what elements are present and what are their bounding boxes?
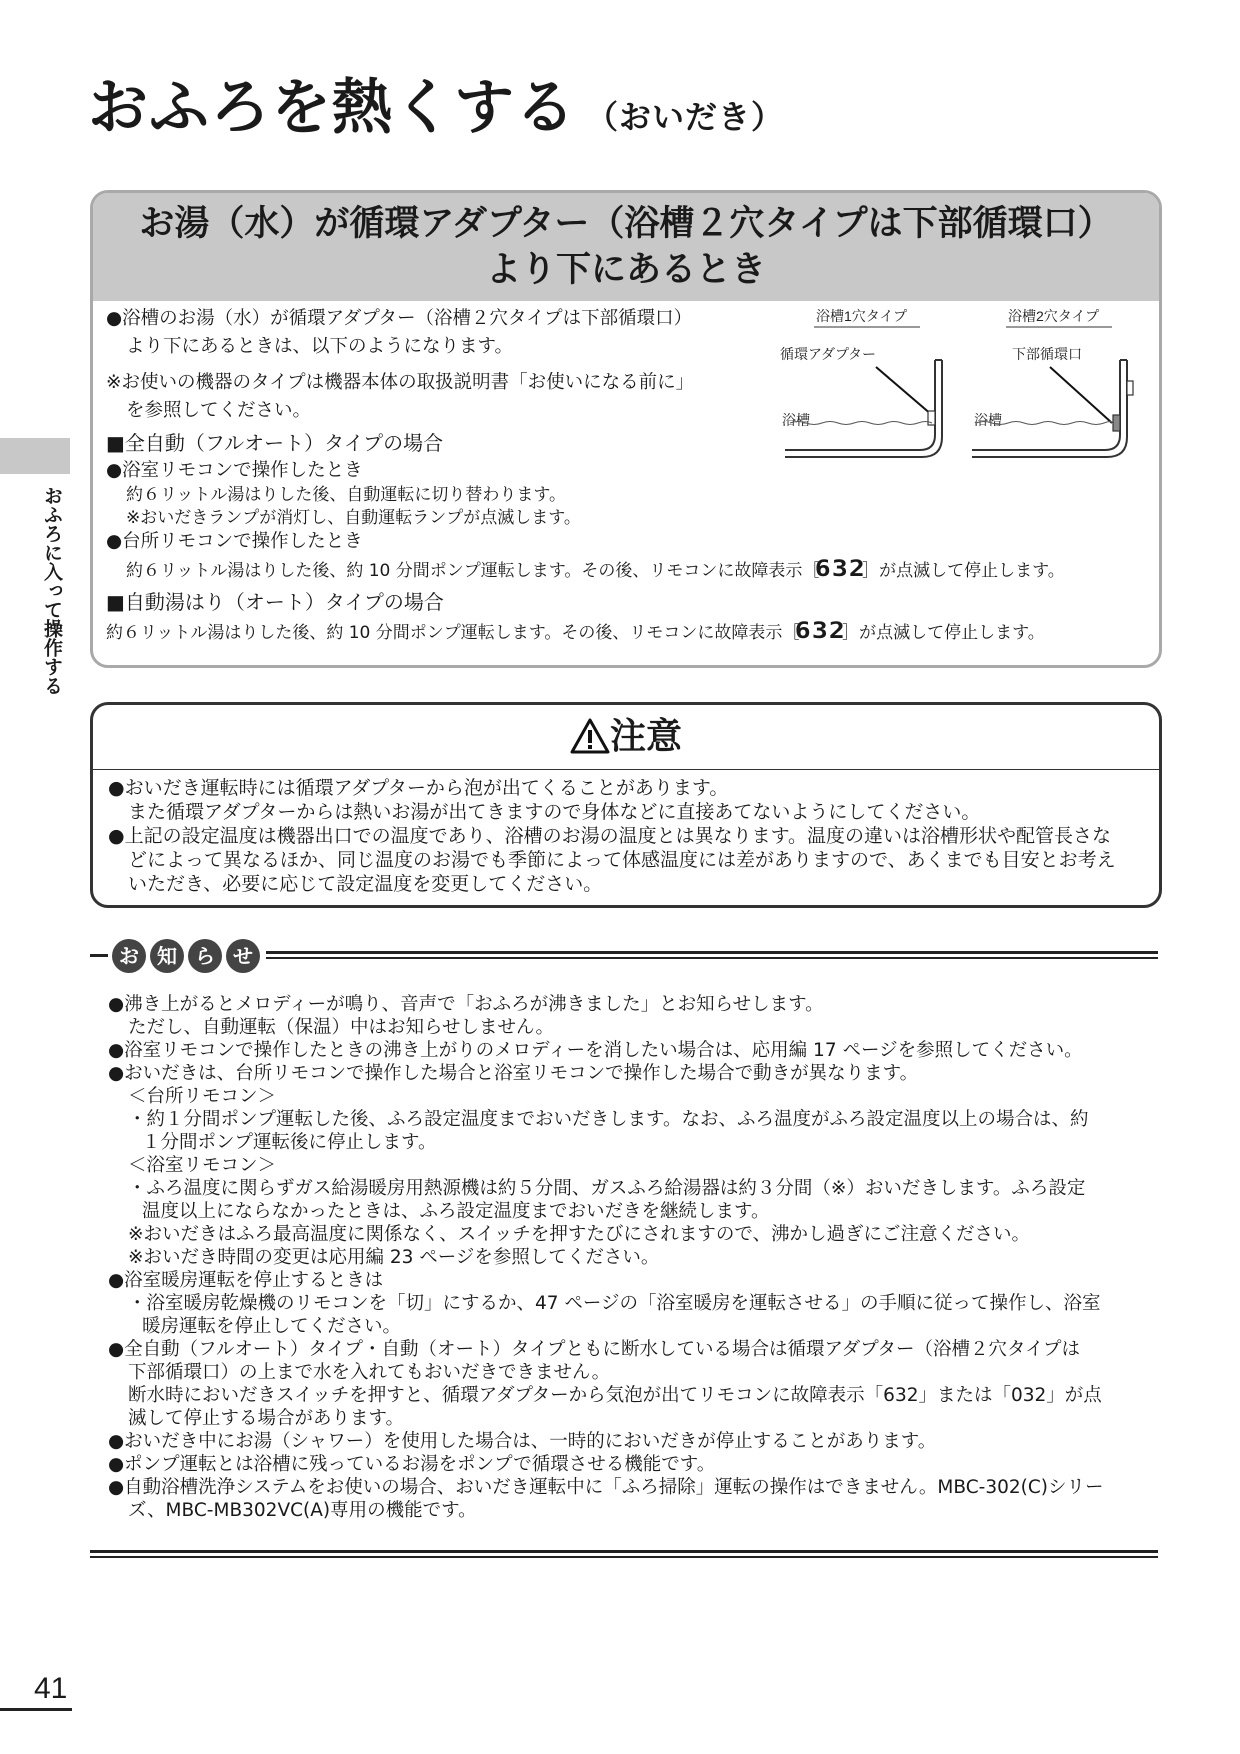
notice-line: ●沸き上がるとメロディーが鳴り、音声で「おふろが沸きました」とお知らせします。 [108, 994, 824, 1015]
section-subheading: ■自動湯はり（オート）タイプの場合 [106, 590, 444, 614]
notice-line: ただし、自動運転（保温）中はお知らせしません。 [128, 1017, 555, 1038]
notice-line: ●浴室暖房運転を停止するときは [108, 1270, 384, 1291]
kitchen-text-pre: 約６リットル湯はりした後、約 10 分間ポンプ運転します。その後、リモコンに故障表示［ [126, 561, 820, 581]
notice-line: ・約１分間ポンプ運転した後、ふろ設定温度までおいだきします。なお、ふろ温度がふろ設定温度以上の場合は、約 [128, 1109, 1089, 1130]
section-line-kitchen [126, 558, 1065, 583]
notice-line: ＜台所リモコン＞ [128, 1086, 277, 1107]
page-title-main: おふろを熱くする [88, 73, 576, 143]
caution-line: どによって異なるほか、同じ温度のお湯でも季節によって体感温度には差がありますので、あくまでも目安とお考え [128, 849, 1116, 871]
notice-line: ●おいだきは、台所リモコンで操作した場合と浴室リモコンで操作した場合で動きが異なります。 [108, 1063, 919, 1084]
diagram-type1-label: 浴槽1穴タイプ [816, 308, 908, 324]
diagram-outlet-label: 下部循環口 [1012, 346, 1082, 362]
section-heading-line2: より下にあるとき [485, 250, 766, 290]
bathtub-diagram [780, 305, 1140, 465]
auto-text-pre: 約６リットル湯はりした後、約 10 分間ポンプ運転します。その後、リモコンに故障表示［ [106, 623, 800, 643]
notice-line: 温度以上にならなかったときは、ふろ設定温度までおいだきを継続します。 [142, 1201, 770, 1222]
caution-line: いただき、必要に応じて設定温度を変更してください。 [128, 873, 603, 895]
notice-line: ●おいだき中にお湯（シャワー）を使用した場合は、一時的においだきが停止することがあります。 [108, 1431, 937, 1452]
diagram-bathtub-label-2: 浴槽 [974, 412, 1002, 428]
notice-line: １分間ポンプ運転後に停止します。 [142, 1132, 437, 1153]
side-tab-bar [0, 438, 70, 474]
section-heading-line1: お湯（水）が循環アダプター（浴槽２穴タイプは下部循環口） [139, 204, 1113, 244]
caution-line: また循環アダプターからは熱いお湯が出てきますので身体などに直接あてないようにしてください。 [128, 801, 981, 823]
bottom-rule [90, 1550, 1158, 1553]
notice-line: ※おいだきはふろ最高温度に関係なく、スイッチを押すたびにされますので、沸かし過ぎにご注意ください。 [128, 1224, 1031, 1245]
side-tab-label: おふろに入って操作する [41, 486, 63, 695]
notice-line: 断水時においだきスイッチを押すと、循環アダプターから気泡が出てリモコンに故障表示「632」または「032」が点 [128, 1385, 1102, 1406]
notice-rule-right-thin [266, 957, 1158, 959]
diagram-type2-label: 浴槽2穴タイプ [1008, 308, 1100, 324]
diagram-bathtub-label: 浴槽 [782, 412, 810, 428]
section-line: ※お使いの機器のタイプは機器本体の取扱説明書「お使いになる前に」 [106, 372, 695, 393]
section-line: ●浴槽のお湯（水）が循環アダプター（浴槽２穴タイプは下部循環口） [106, 308, 693, 329]
bottom-rule-thin [90, 1556, 1158, 1558]
error-code-display: 632 [795, 619, 847, 644]
notice-line: 暖房運転を停止してください。 [142, 1316, 402, 1337]
warning-triangle-icon [570, 718, 610, 754]
auto-text-post: ］が点滅して停止します。 [842, 623, 1045, 643]
page-title-sub: （おいだき） [586, 98, 785, 136]
notice-line: ●ポンプ運転とは浴槽に残っているお湯をポンプで循環させる機能です。 [108, 1454, 716, 1475]
notice-rule-left [90, 954, 108, 957]
caution-line: ●上記の設定温度は機器出口での温度であり、浴槽のお湯の温度とは異なります。温度の違いは浴槽形状や配管長さな [108, 825, 1112, 847]
notice-badge: お [112, 939, 146, 973]
caution-heading [93, 705, 1159, 770]
notice-line: ●浴室リモコンで操作したときの沸き上がりのメロディーを消したい場合は、応用編 17 ページを参照してください。 [108, 1040, 1083, 1061]
caution-line: ●おいだき運転時には循環アダプターから泡が出てくることがあります。 [108, 777, 729, 799]
notice-badge: ら [188, 939, 222, 973]
diagram-adapter-label: 循環アダプター [780, 346, 877, 362]
notice-line: 滅して停止する場合があります。 [128, 1408, 405, 1429]
notice-line: ●全自動（フルオート）タイプ・自動（オート）タイプともに断水している場合は循環アダプター（浴槽２穴タイプは [108, 1339, 1081, 1360]
section-line: ●台所リモコンで操作したとき [106, 531, 363, 552]
section-heading [93, 193, 1159, 301]
caution-heading-text: 注意 [609, 716, 682, 757]
section-line-auto [106, 620, 1045, 645]
notice-line: ●自動浴槽洗浄システムをお使いの場合、おいだき運転中に「ふろ掃除」運転の操作はできません。MBC-302(C)シリー [108, 1477, 1104, 1498]
kitchen-text-post: ］が点滅して停止します。 [862, 561, 1065, 581]
section-line: より下にあるときは、以下のようになります。 [126, 336, 514, 357]
page-number: 41 [34, 1672, 68, 1705]
section-line: ●浴室リモコンで操作したとき [106, 460, 363, 481]
notice-rule-right [266, 951, 1158, 954]
notice-line: ・ふろ温度に関らずガス給湯暖房用熱源機は約５分間、ガスふろ給湯器は約３分間（※）おいだきします。ふろ設定 [128, 1178, 1086, 1199]
notice-line: ※おいだき時間の変更は応用編 23 ページを参照してください。 [128, 1247, 660, 1268]
page-number-rule [0, 1708, 72, 1711]
section-line: 約６リットル湯はりした後、自動運転に切り替わります。 [126, 485, 566, 505]
section-line: ※おいだきランプが消灯し、自動運転ランプが点滅します。 [126, 508, 581, 528]
section-subheading: ■全自動（フルオート）タイプの場合 [106, 431, 444, 455]
notice-line: ズ、MBC-MB302VC(A)専用の機能です。 [128, 1500, 477, 1521]
notice-badge: せ [226, 939, 260, 973]
notice-line: ・浴室暖房乾燥機のリモコンを「切」にするか、47 ページの「浴室暖房を運転させる」の手順に従って操作し、浴室 [128, 1293, 1101, 1314]
notice-line: 下部循環口）の上まで水を入れてもおいだきできません。 [128, 1362, 611, 1383]
notice-badge: 知 [150, 939, 184, 973]
section-line: を参照してください。 [126, 400, 312, 421]
error-code-display: 632 [815, 557, 867, 582]
notice-line: ＜浴室リモコン＞ [128, 1155, 277, 1176]
page-title [88, 60, 784, 146]
